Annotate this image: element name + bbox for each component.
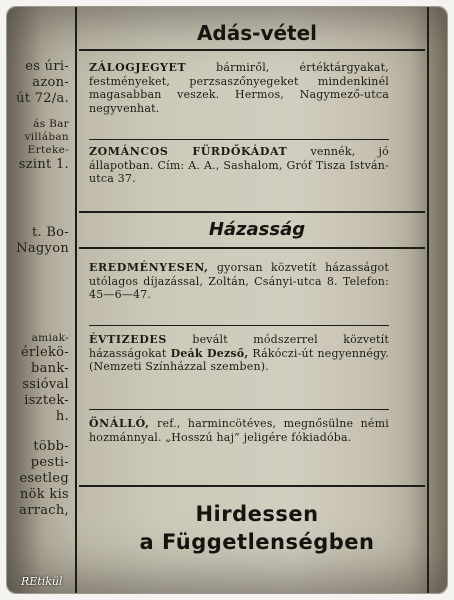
left-column-text — [7, 59, 71, 519]
left-column-line: h. — [55, 409, 69, 424]
slogan-rule — [79, 485, 425, 487]
ad-body: Rákóczi-út negyennégy. (Nemzeti Színházzal szemben). — [89, 346, 389, 374]
left-column-line: isztek- — [24, 393, 69, 408]
section-heading-ads: Adás-vétel — [196, 21, 318, 45]
left-column-line: érlekö- — [21, 345, 69, 360]
slogan-line-1: Hirdessen — [195, 502, 319, 526]
photo-frame — [6, 6, 448, 594]
ad-body: bármiről, értéktárgyakat, festményeket, perzsaszőnyegeket mindenkinél magasabban veszek. Hermos, Nagymező-utca negyvenhat. — [89, 61, 389, 115]
ad-phone: 45—6—47. — [89, 288, 152, 302]
ad-separator — [89, 325, 389, 326]
ad-keyword: EREDMÉNYESEN, — [89, 261, 209, 274]
heading-rule — [79, 211, 425, 213]
left-column-line: amiak- — [31, 332, 69, 344]
ad-body: gyorsan közvetít házasságot utólagos díjazással, Zoltán, Csányi-utca 8. Telefon: — [89, 261, 389, 288]
ad-zomancos — [89, 145, 389, 186]
ad-body: bevált módszerrel közvetít házasságokat — [89, 333, 389, 360]
left-column-line: szint 1. — [18, 157, 69, 172]
left-column-line: ssióval — [22, 377, 69, 392]
left-column-line: út 72/a. — [16, 91, 69, 106]
ad-separator — [89, 409, 389, 410]
left-column-line: pesti- — [30, 455, 69, 470]
left-column-line: több- — [33, 439, 69, 454]
ad-evtizedes — [89, 333, 389, 374]
heading-rule — [79, 247, 425, 249]
ad-separator — [89, 139, 389, 140]
column-rule — [427, 7, 429, 593]
left-column-line: esetleg — [19, 471, 69, 486]
left-column-line: azon- — [32, 75, 69, 90]
ad-keyword: ÉVTIZEDES — [89, 333, 167, 346]
left-column-line: bank- — [31, 361, 69, 376]
watermark-signature: REtikül — [21, 575, 63, 588]
slogan-line-2: a Függetlenségben — [139, 530, 375, 554]
ad-keyword: ZOMÁNCOS FÜRDŐKÁDAT — [89, 145, 288, 158]
left-column-line: nök kis — [19, 487, 69, 502]
heading-rule — [79, 49, 425, 51]
ad-keyword: ÖNÁLLÓ, — [89, 417, 150, 430]
left-column-line: arrach, — [19, 503, 69, 518]
ad-body: vennék, jó állapotban. Cím: A. A., Sashalom, Gróf Tisza István-utca 37. — [89, 145, 389, 186]
ad-keyword: ZÁLOGJEGYET — [89, 61, 187, 74]
ad-eredmenyesen — [89, 261, 389, 302]
column-rule — [75, 7, 77, 593]
left-column-line: ás Bar — [33, 118, 69, 130]
left-column-line: es úri- — [25, 59, 69, 74]
ad-zalogjegyet — [89, 61, 389, 115]
ad-name: Deák Dezső, — [170, 346, 249, 360]
left-column-line: Nagyon — [16, 241, 69, 256]
left-column-line: Erteke- — [27, 144, 69, 156]
ad-onallo — [89, 417, 389, 444]
ad-body: ref., harmincötéves, megnősülne némi hozmánnyal. „Hosszú haj” jeligére fókiadóba. — [89, 417, 389, 444]
left-column-line: villában — [24, 131, 69, 143]
left-column-line: t. Bo- — [31, 225, 69, 240]
section-heading-marriage: Házasság — [208, 219, 306, 240]
